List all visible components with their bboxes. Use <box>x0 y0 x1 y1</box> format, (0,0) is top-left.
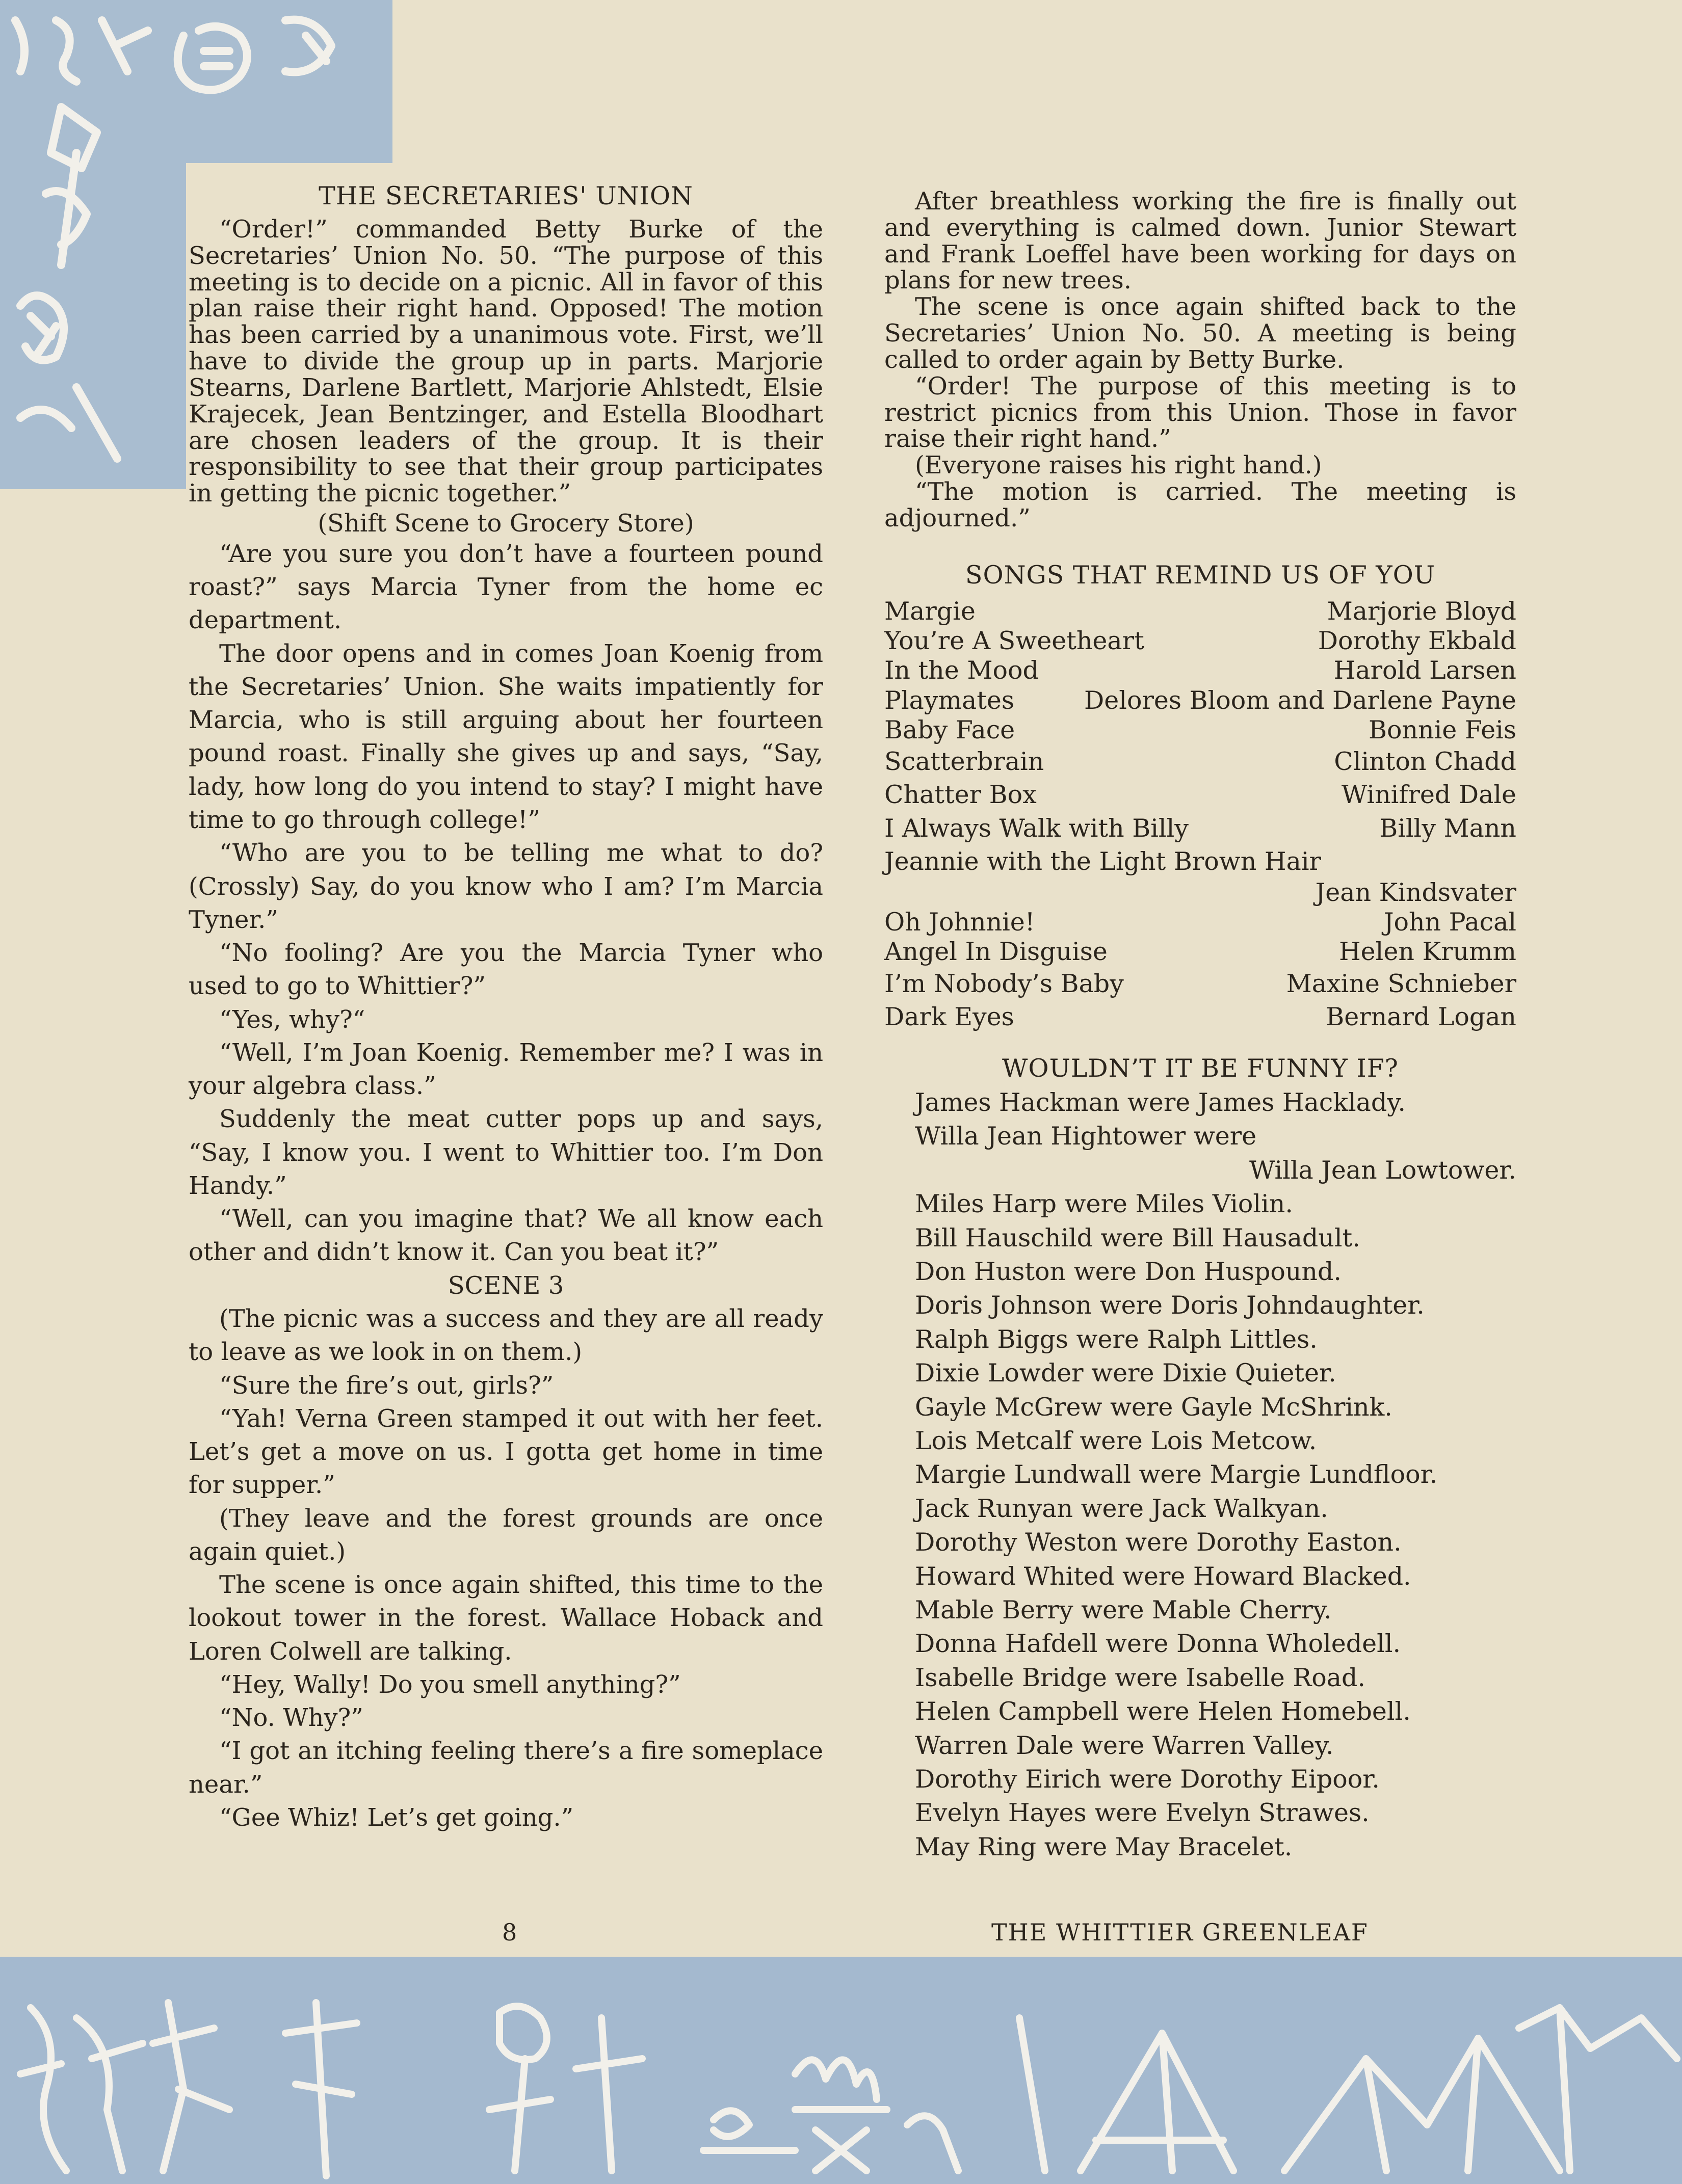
song-title: I Always Walk with Billy <box>884 813 1189 843</box>
list-item: Dorothy Eirich were Dorothy Eipoor. <box>915 1764 1380 1794</box>
song-title: In the Mood <box>884 656 1039 685</box>
list-item: Willa Jean Lowtower. <box>1249 1155 1516 1185</box>
list-item: Dixie Lowder were Dixie Quieter. <box>915 1359 1336 1388</box>
song-person: Bernard Logan <box>1326 1002 1516 1031</box>
songs-title: SONGS THAT REMIND US OF YOU <box>965 560 1436 590</box>
list-item: Miles Harp were Miles Violin. <box>915 1189 1293 1219</box>
list-item: Warren Dale were Warren Valley. <box>915 1730 1334 1760</box>
list-item: Lois Metcalf were Lois Metcow. <box>915 1426 1317 1455</box>
song-title: Margie <box>884 596 976 626</box>
list-item: Evelyn Hayes were Evelyn Strawes. <box>915 1798 1370 1828</box>
secretaries-union-title: THE SECRETARIES' UNION <box>319 181 693 210</box>
left-column <box>189 183 823 1834</box>
paragraph: “Well, can you imagine that? We all know each other and didn’t know it. Can you beat it?” <box>189 1205 823 1267</box>
song-title: Baby Face <box>884 715 1015 744</box>
paragraph: “Hey, Wally! Do you smell anything?” <box>219 1670 681 1699</box>
song-person: Billy Mann <box>1379 813 1516 843</box>
song-row <box>884 715 1516 745</box>
song-person: Delores Bloom and Darlene Payne <box>1084 685 1516 715</box>
list-item: Isabelle Bridge were Isabelle Road. <box>915 1663 1365 1692</box>
right-column <box>884 189 1516 1864</box>
funny-list <box>915 1086 1516 1864</box>
song-title: Jeannie with the Light Brown Hair <box>884 846 1321 876</box>
paragraph: The scene is once again shifted back to the Secretaries’ Union No. 50. A meeting is being called to order again by Betty Burke. <box>884 292 1516 374</box>
song-row <box>884 745 1516 778</box>
list-item: Gayle McGrew were Gayle McShrink. <box>915 1392 1392 1422</box>
list-item: Ralph Biggs were Ralph Littles. <box>915 1324 1318 1354</box>
paragraph: “Are you sure you don’t have a fourteen pound roast?” says Marcia Tyner from the home ec department. <box>189 539 823 635</box>
list-item: Jack Runyan were Jack Walkyan. <box>915 1494 1328 1523</box>
song-title: Chatter Box <box>884 780 1037 810</box>
paragraph: (The picnic was a success and they are all ready to leave as we look in on them.) <box>189 1304 823 1367</box>
song-person: Clinton Chadd <box>1334 747 1516 777</box>
song-person: Bonnie Feis <box>1368 715 1516 744</box>
song-row <box>884 937 1516 967</box>
paragraph: “Who are you to be telling me what to do? (Crossly) Say, do you know who I am? I’m Marcia Tyner.” <box>189 839 823 934</box>
list-item: Howard Whited were Howard Blacked. <box>915 1561 1411 1591</box>
song-title: Oh Johnnie! <box>884 908 1035 937</box>
song-title: Angel In Disguise <box>884 937 1108 967</box>
song-person: Maxine Schnieber <box>1286 969 1516 998</box>
paragraph: “Yah! Verna Green stamped it out with her feet. Let’s get a move on us. I gotta get home in time for supper.” <box>189 1404 823 1500</box>
song-row <box>884 967 1516 1000</box>
stage-direction: (Shift Scene to Grocery Store) <box>318 509 694 538</box>
opening-paragraph: “Order!” commanded Betty Burke of the Secretaries’ Union No. 50. “The purpose of this meeting is to decide on a picnic. All in favor of this plan raise their right hand. Opposed! The motion has been carried by a unanimous vote. First, we’ll have to divide the group up in parts. Marjorie Stearns, Darlene Bartlett, Marjorie Ahlstedt, Elsie Krajecek, Jean Bentzinger, and Estella Bloodhart are chosen leaders of the group. It is their responsibility to see that their group participates in getting the picnic together.” <box>189 215 823 508</box>
list-item: Willa Jean Hightower were <box>915 1122 1257 1151</box>
grocery-scene <box>189 538 823 1834</box>
song-title: You’re A Sweetheart <box>884 626 1144 656</box>
song-person: Marjorie Bloyd <box>1327 596 1516 626</box>
song-row <box>884 845 1516 878</box>
list-item: Helen Campbell were Helen Homebell. <box>915 1697 1411 1726</box>
song-row <box>884 778 1516 811</box>
song-person: Harold Larsen <box>1333 656 1516 685</box>
paragraph: “I got an itching feeling there’s a fire someplace near.” <box>189 1737 823 1799</box>
paragraph: “No fooling? Are you the Marcia Tyner who used to go to Whittier?” <box>189 939 823 1001</box>
list-item: May Ring were May Bracelet. <box>915 1832 1293 1861</box>
list-item: Mable Berry were Mable Cherry. <box>915 1595 1332 1624</box>
scene-continuation <box>884 189 1516 532</box>
list-item: Donna Hafdell were Donna Wholedell. <box>915 1629 1401 1659</box>
paragraph: “No. Why?” <box>219 1703 363 1733</box>
song-row <box>884 908 1516 937</box>
song-row <box>884 656 1516 685</box>
song-row <box>884 878 1516 908</box>
song-row <box>884 1000 1516 1033</box>
song-row <box>884 626 1516 656</box>
paragraph: After breathless working the fire is finally out and everything is calmed down. Junior Stewart and Frank Loeffel have been working for days on plans for new trees. <box>884 187 1516 295</box>
song-person: Dorothy Ekbald <box>1318 626 1516 656</box>
scene-heading: SCENE 3 <box>448 1271 564 1300</box>
song-row <box>884 812 1516 845</box>
paragraph: “Well, I’m Joan Koenig. Remember me? I was in your algebra class.” <box>189 1038 823 1101</box>
list-item: Don Huston were Don Huspound. <box>915 1257 1342 1287</box>
song-row <box>884 597 1516 626</box>
song-title: I’m Nobody’s Baby <box>884 969 1124 998</box>
song-row <box>884 686 1516 715</box>
funny-title: WOULDN’T IT BE FUNNY IF? <box>1002 1054 1399 1083</box>
list-item: James Hackman were James Hacklady. <box>915 1088 1406 1117</box>
paragraph: (They leave and the forest grounds are once again quiet.) <box>189 1504 823 1566</box>
list-item: Margie Lundwall were Margie Lundfloor. <box>915 1460 1438 1489</box>
paragraph: “Yes, why?“ <box>219 1005 365 1034</box>
page-number: 8 <box>502 1919 517 1946</box>
paragraph: “Order! The purpose of this meeting is to restrict picnics from this Union. Those in favor raise their right hand.” <box>884 371 1516 454</box>
paragraph: The scene is once again shifted, this time to the lookout tower in the forest. Wallace Hoback and Loren Colwell are talking. <box>189 1570 823 1666</box>
list-item: Doris Johnson were Doris Johndaughter. <box>915 1291 1425 1320</box>
song-person: John Pacal <box>1383 908 1516 937</box>
paragraph: The door opens and in comes Joan Koenig from the Secretaries’ Union. She waits impatiently for Marcia, who is still arguing about her fourteen pound roast. Finally she gives up and says, “Say, lady, how long do you intend to stay? I might have time to go through college!” <box>189 639 823 834</box>
list-item: Bill Hauschild were Bill Hausadult. <box>915 1223 1360 1253</box>
song-title: Scatterbrain <box>884 747 1044 777</box>
paragraph: “The motion is carried. The meeting is adjourned.” <box>884 477 1516 532</box>
paragraph: (Everyone raises his right hand.) <box>915 451 1322 480</box>
song-person: Jean Kindsvater <box>1315 877 1516 907</box>
songs-list <box>884 597 1516 1033</box>
paragraph: Suddenly the meat cutter pops up and says, “Say, I know you. I went to Whittier too. I’m Don Handy.” <box>189 1105 823 1200</box>
campsite-illustration <box>0 1957 1682 2184</box>
publication-name: THE WHITTIER GREENLEAF <box>991 1919 1369 1946</box>
paragraph: “Gee Whiz! Let’s get going.” <box>219 1803 574 1832</box>
song-person: Winifred Dale <box>1341 780 1516 810</box>
list-item: Dorothy Weston were Dorothy Easton. <box>915 1528 1402 1557</box>
song-title: Dark Eyes <box>884 1002 1014 1031</box>
song-title: Playmates <box>884 685 1015 715</box>
song-person: Helen Krumm <box>1338 937 1516 967</box>
paragraph: “Sure the fire’s out, girls?” <box>219 1371 554 1400</box>
